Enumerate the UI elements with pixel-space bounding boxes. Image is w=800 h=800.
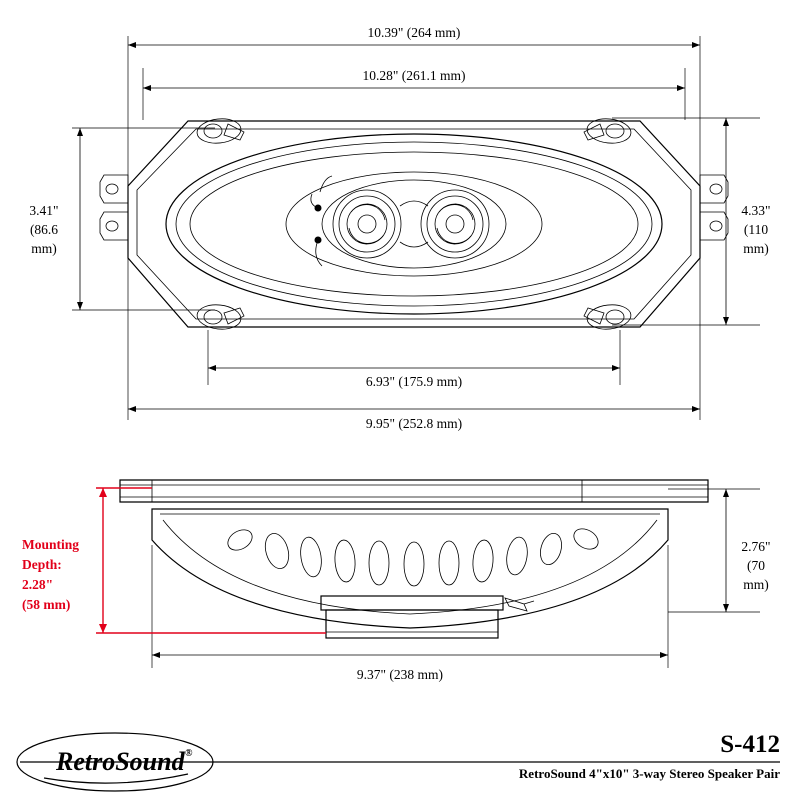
speaker-lead-wires [311,176,332,266]
dim-height-left [77,128,83,310]
dim-label-height-left [29,203,58,256]
side-view-group [96,480,760,668]
dim-label-height-left-l1: 3.41" [29,203,59,218]
magnet-assembly [321,596,503,638]
dim-label-mounting-depth-l1: Mounting [22,537,80,552]
dim-label-overall-width-outer: 10.39" (264 mm) [367,25,461,40]
mounting-tab-left-upper [100,175,128,203]
dim-label-overall-depth-l2: (70 [747,558,765,573]
dim-label-mounting-depth-l3: 2.28" [22,577,54,592]
dim-label-height-right-l2: (110 [743,222,769,237]
model-number: S-412 [720,731,780,758]
brand-logo-text: RetroSound [56,747,185,776]
product-caption: RetroSound 4"x10" 3-way Stereo Speaker Pair [518,766,780,781]
dim-mount-hole-spacing [208,365,620,371]
brand-logo [44,747,193,783]
mounting-tab-left-lower [100,212,128,240]
dim-basket-width [152,652,668,658]
dim-label-height-right-l1: 4.33" [741,203,771,218]
mounting-tab-right-upper [700,175,728,203]
basket-vents [224,525,602,586]
dim-label-height-left-l3: mm) [31,241,57,256]
dim-label-mount-hole-spacing: 6.93" (175.9 mm) [365,374,463,389]
top-view-group [72,36,760,420]
dim-body-width [128,406,700,412]
dim-label-basket-width: 9.37" (238 mm) [356,667,444,682]
dim-label-mounting-depth [22,537,79,612]
dim-label-overall-depth-l1: 2.76" [741,539,771,554]
dim-overall-width-outer [128,42,700,48]
dim-overall-width-inner [143,85,685,91]
mounting-tab-right-lower [700,212,728,240]
dim-label-mounting-depth-l4: (58 mm) [22,597,71,612]
dim-mounting-depth [96,488,326,633]
dim-label-height-right-l3: mm) [743,241,769,256]
tweeter-left [333,190,401,258]
dim-label-body-width: 9.95" (252.8 mm) [365,416,463,431]
dim-label-height-left-l2: (86.6 [29,222,59,237]
dim-label-overall-width-inner: 10.28" (261.1 mm) [362,68,466,83]
brand-registered-mark: ® [185,748,193,759]
dim-overall-depth [723,489,729,612]
dim-label-mounting-depth-l2: Depth: [22,557,62,572]
dim-label-height-right [741,203,770,256]
tweeter-right [421,190,489,258]
dim-label-overall-depth [741,539,770,592]
dim-label-overall-depth-l3: mm) [743,577,769,592]
